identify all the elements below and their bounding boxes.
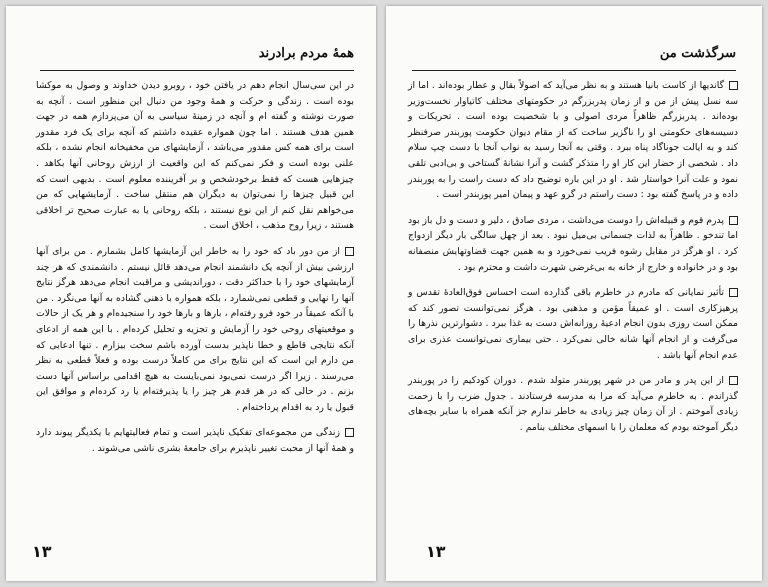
checkbox-bullet-icon — [729, 216, 738, 225]
left-page — [6, 6, 376, 581]
left-page-header: همهٔ مردم برادرند — [258, 46, 354, 61]
right-page — [386, 6, 762, 581]
right-header-rule — [412, 70, 736, 71]
right-page-body — [408, 78, 738, 445]
left-paragraph-2: از من دور باد که خود را به خاطر این آزمایشها کامل بشمارم . من برای آنها ارزشی بیش از آنچه یک دانشمند انجام می‌دهد قائل نیستم . دانشمندی که هر چند آزمایشهای خود را با حداکثر دقت ، دوراندیشی و مراقبت انجام می‌دهد هرگز نتایج آنها را نهایی و قطعی نمی‌شمارد ، بلکه همواره با ذهنی گشاده به آنها می‌نگرد . من با آنکه عمیقاً در خود فرو رفته‌ام ، بارها و بارها خود را سنجیده‌ام و هر یک از حالات و موقعیتهای روحی خود را آزمایش و تجزیه و تحلیل کرده‌ام . با این همه از ادعای آنکه نتایجی قاطع و خطا ناپذیر بدست آورده باشم سخت بیزارم . تنها ادعایی که من دارم این است که این نتایج برای من کاملاً درست بوده و فعلاً قطعی به نظر می‌رسند . زیرا اگر درست نمی‌بود نمی‌بایست به هیچ اقدامی براساس آنها دست بزنم . در حالی که در هر قدم هر چیز را یا پذیرفته‌ام یا رد کرده‌ام و موافق این قبول یا رد به اقدام پرداخته‌ام . — [36, 245, 354, 413]
checkbox-bullet-icon — [729, 376, 738, 385]
left-header-rule — [40, 70, 354, 71]
right-page-header: سرگذشت من — [659, 46, 736, 61]
left-paragraph-1: در این سی‌سال انجام دهم در یافتن خود ، روبرو دیدن خداوند و وصول به موکشا بوده است . زندگی و حرکت و همهٔ وجود من دنبال این منظور است . آنچه به صورت نوشته و گفته ام و آنچه در زمینهٔ سیاسی به آن می‌پردازم همه در جهت همین هدف هستند . اما چون همواره عقیده داشتم که آنچه برای یک فرد مقدور است برای همه کس مقدور می‌باشد ، آزمایشهای من مخفیخانه انجام نشده ، بلکه علنی بوده است و فکر نمی‌کنم که این واقعیت از ارزش روحانی آنها بکاهد . چیزهایی هست که فقط برخودشخص و بر آفریننده معلوم است . بدیهی است که این قبیل چیزها را نمی‌توان به دیگران هم منتقل ساخت . آزمایشهایی که من می‌خواهم نقل کنم از این نوع نیستند ، بلکه روحانی یا به عبارت صحیح تر اخلاقی هستند ، زیرا روح مذهب ، اخلاق است . — [36, 80, 354, 232]
checkbox-bullet-icon — [345, 247, 354, 256]
right-page-number: ۱۳ — [426, 542, 446, 561]
checkbox-bullet-icon — [729, 81, 738, 90]
checkbox-bullet-icon — [345, 428, 354, 437]
left-paragraph-3: زندگی من مجموعه‌ای تفکیک ناپذیر است و تمام فعالیتهایم با یکدیگر پیوند دارد و همهٔ آنها از محبت تغییر ناپذیرم برای جامعهٔ بشری ناشی می‌شوند . — [36, 427, 354, 455]
right-paragraph-1: گاندیها از کاست بانیا هستند و به نظر می‌آید که اصولاً بقال و عطار بوده‌اند . اما از سه نسل پیش از من و از زمان پدربزرگم در حکومتهای مختلف کاتیاوار نخست‌وزیر بوده‌اند . پدربزرگم ظاهراً مردی اصولی و با شخصیت بوده است . تحریکات و دسیسه‌های حکومتی او را ناگزیر ساخت که از مقام دیوان حکومت پوربندر صرفنظر کند و به ایالت جوناگاد پناه ببرد . وقتی به آنجا رسید به نواب آنجا با دست چپ سلام داد . شخصی از حضار این کار او را متذکر گشت و آنرا نشانهٔ گستاخی و بی‌ادبی تلقی نمود و علت آنرا خواستار شد . او در این باره توضیح داد که دست راست را به پوربندر داده و در پاسخ گفته بود : دست راستم در گرو عهد و پیمان امیر پوربندر است . — [408, 80, 738, 201]
right-paragraph-4: از این پدر و مادر من در شهر پوربندر متولد شدم . دوران کودکیم را در پوربندر گذراندم . به خاطرم می‌آید که مرا به مدرسه فرستادند . جدول ضرب را با زحمت زیادی آموختم . از آن زمان چیز زیادی به خاطر ندارم جز آنکه همراه با سایر بچه‌های دیگر آموخته بودم که معلمان را با اسمهای مختلف بنامم . — [408, 375, 738, 433]
right-paragraph-2: پدرم قوم و قبیله‌اش را دوست می‌داشت ، مردی صادق ، دلیر و دست و دل باز بود اما تندخو . ظاهراً به لذات جسمانی بی‌میل نبود . بعد از چهل سالگی بار دیگر ازدواج کرد . او هرگز در مقابل رشوه فریب نمی‌خورد و به همین جهت قضاوتهایش منصفانه بود و در خانواده و خارج از خانه به بی‌غرضی شهرت داشت و محترم بود . — [408, 214, 738, 273]
checkbox-bullet-icon — [729, 288, 738, 297]
right-paragraph-3: تأثیر نمایانی که مادرم در خاطرم باقی گذارده است احساس فوق‌العادهٔ تقدس و پرهیزکاری است . او عمیقاً مؤمن و مذهبی بود . هرگز نمی‌توانست تصور کند که ممکن است روزی بدون انجام ادعیهٔ روزانه‌اش دست به غذا ببرد . دشوارترین نذرها را می‌گرفت و از انجام آنها شانه خالی نمی‌کرد . حتی بیماری نمی‌توانست عذری برای عدم انجام آنها باشد . — [408, 287, 738, 361]
left-page-number: ۱۳ — [32, 542, 52, 561]
left-page-body — [36, 78, 354, 467]
